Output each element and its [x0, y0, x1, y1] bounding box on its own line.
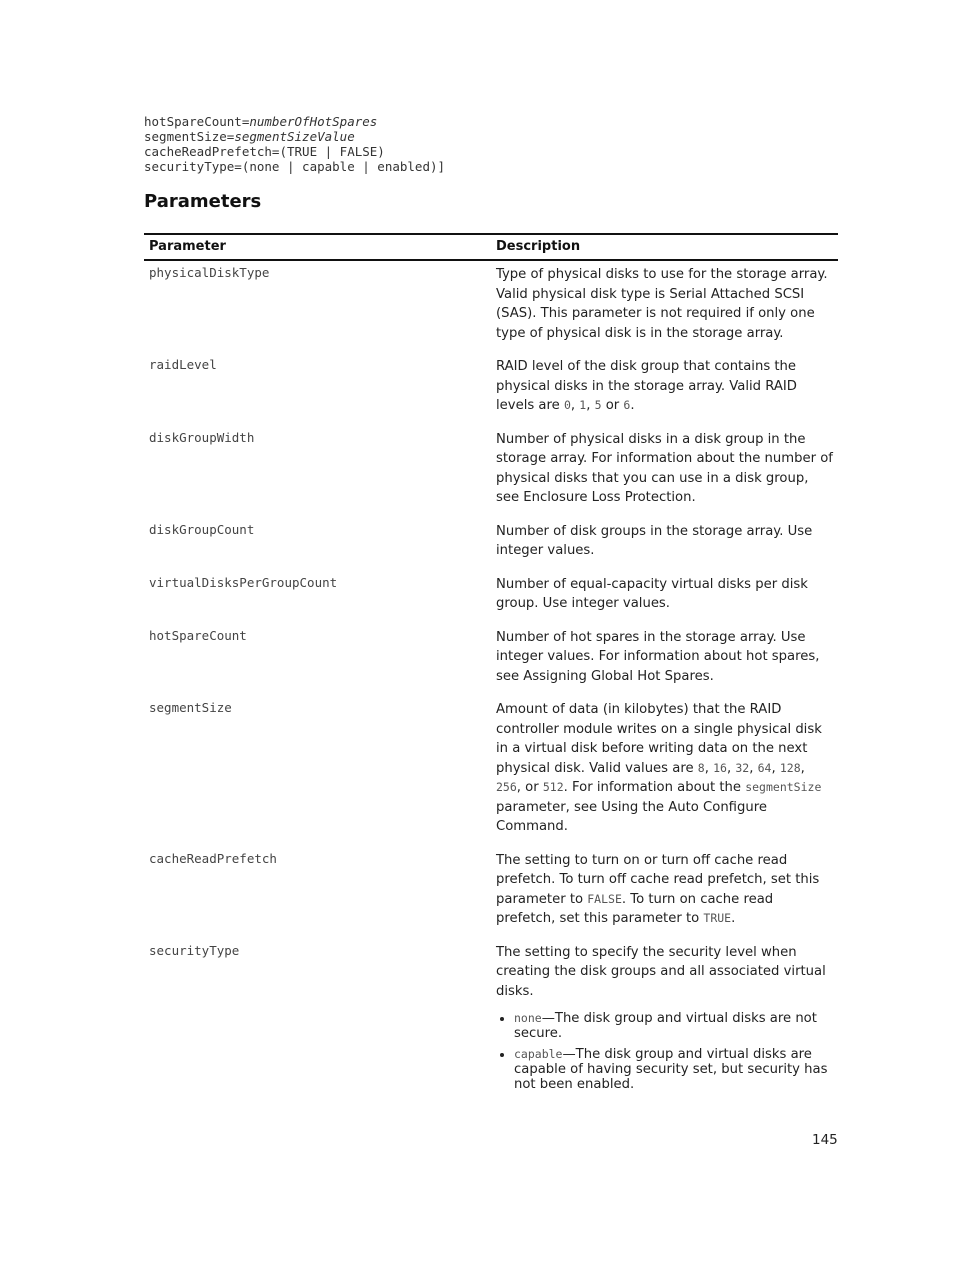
separator-text: ,: [704, 760, 714, 776]
table-row: [144, 939, 838, 1109]
code-reference: segmentSize: [745, 780, 822, 794]
parameter-description: Type of physical disks to use for the storage array. Valid physical disk type is Serial Attached SCSI (SAS). This parameter is not required if only one type of physical disk is in the storage array.: [496, 267, 828, 341]
separator-text: ,: [771, 760, 780, 776]
parameter-name: physicalDiskType: [149, 265, 270, 280]
parameter-description: Number of hot spares in the storage array. Use integer values. For information about hot spares, see Assigning Global Hot Spares.: [496, 629, 820, 684]
table-row: [144, 353, 838, 426]
code-placeholder: numberOfHotSpares: [249, 114, 378, 129]
parameter-name: diskGroupWidth: [149, 429, 255, 445]
parameter-description: [491, 353, 838, 426]
column-header-description: Description: [491, 234, 838, 260]
parameter-name: diskGroupCount: [149, 521, 255, 537]
separator-text: ,: [749, 760, 758, 776]
code-value: 1: [579, 398, 587, 412]
page-number: 145: [812, 1132, 838, 1148]
table-row: [144, 847, 838, 939]
code-line-segmentsize: [144, 129, 445, 144]
table-row: [144, 260, 838, 353]
description-text: The setting to turn on or turn off cache read prefetch. To turn off cache read prefetch, set this parameter to: [496, 852, 820, 907]
parameter-name: virtualDisksPerGroupCount: [149, 574, 338, 590]
code-value: 512: [542, 780, 564, 794]
section-title: Parameters: [144, 191, 262, 212]
description-text: .: [630, 398, 635, 413]
parameter-description: [491, 847, 838, 939]
description-text: Amount of data (in kilobytes) that the RAID controller module writes on a single physical disk in a virtual disk before writing data on the next physical disk. Valid values are: [496, 702, 822, 776]
code-value: 16: [713, 760, 727, 775]
code-value: 5: [594, 398, 602, 412]
table-header-row: [144, 234, 838, 260]
code-text: segmentSize=: [144, 129, 235, 144]
table-row: [144, 624, 838, 697]
list-item-text: —The disk group and virtual disks are not secure.: [514, 1011, 817, 1041]
code-line-securitytype: securityType=(none | capable | enabled)]: [144, 159, 446, 174]
code-value: 0: [563, 398, 571, 412]
list-item-text: —The disk group and virtual disks are capable of having security set, but security has not been enabled.: [514, 1047, 828, 1092]
parameter-name: hotSpareCount: [149, 627, 247, 643]
parameter-name: cacheReadPrefetch: [149, 850, 277, 866]
parameter-name: raidLevel: [149, 357, 217, 372]
parameter-description: [491, 939, 838, 1109]
description-text: The setting to specify the security level when creating the disk groups and all associated virtual disks.: [496, 944, 826, 999]
code-line-cachereadprefetch: cacheReadPrefetch=(TRUE | FALSE): [144, 144, 385, 159]
description-text: . For information about the: [563, 780, 746, 795]
list-item: [514, 1011, 833, 1041]
code-value: 8: [697, 760, 705, 775]
code-value: FALSE: [587, 891, 622, 906]
code-value: capable: [514, 1047, 563, 1061]
code-text: hotSpareCount=: [144, 114, 250, 129]
parameters-table: [144, 233, 838, 1108]
description-text: RAID level of the disk group that contains the physical disks in the storage array. Valid RAID levels are: [496, 359, 797, 413]
separator-text: , or: [516, 780, 543, 795]
parameter-description: Number of disk groups in the storage array. Use integer values.: [496, 523, 813, 558]
code-value: none: [514, 1011, 542, 1025]
table-row: [144, 571, 838, 624]
separator-text: or: [601, 398, 624, 413]
separator-text: ,: [570, 398, 580, 413]
code-value: 256: [496, 780, 517, 794]
table-row: [144, 518, 838, 571]
code-value: 32: [735, 760, 750, 775]
parameter-description: [491, 696, 838, 847]
parameter-name: securityType: [149, 942, 240, 958]
separator-text: ,: [586, 398, 595, 413]
description-text: .: [731, 911, 736, 926]
column-header-parameter: Parameter: [144, 234, 491, 260]
code-value: TRUE: [703, 911, 732, 925]
description-text: parameter, see Using the Auto Configure Command.: [496, 799, 767, 834]
parameter-description: Number of equal-capacity virtual disks per disk group. Use integer values.: [496, 576, 808, 611]
code-placeholder: segmentSizeValue: [234, 129, 355, 144]
table-row: [144, 426, 838, 518]
code-value: 64: [757, 760, 772, 775]
option-list: [496, 1011, 833, 1092]
syntax-code-block: [144, 114, 445, 174]
description-text: . To turn on cache read prefetch, set this parameter to: [496, 891, 774, 926]
code-value: 128: [779, 760, 801, 775]
code-value: 6: [623, 398, 631, 412]
code-line-hotsparecount: [144, 114, 445, 129]
separator-text: ,: [726, 760, 736, 776]
table-row: [144, 696, 838, 847]
separator-text: ,: [800, 760, 805, 776]
list-item: [514, 1047, 833, 1092]
parameter-name: segmentSize: [149, 700, 232, 715]
parameter-description: Number of physical disks in a disk group in the storage array. For information about the number of physical disks that you can use in a disk group, see Enclosure Loss Protection.: [496, 431, 833, 505]
